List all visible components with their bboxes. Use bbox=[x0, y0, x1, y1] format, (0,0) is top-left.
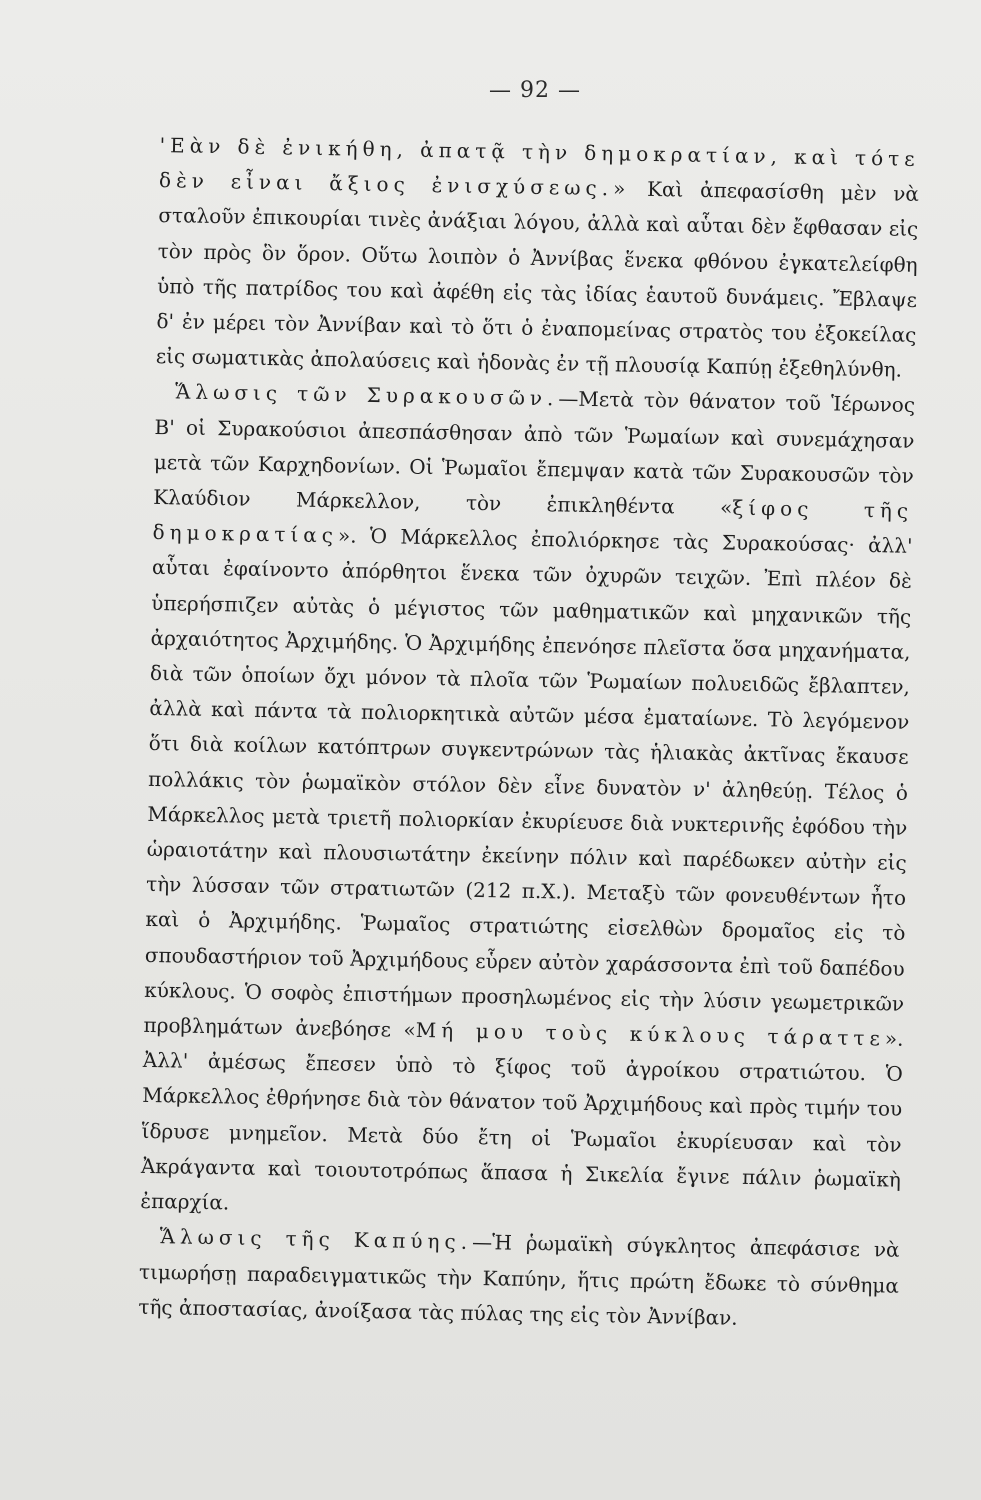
quoted-phrase: ξίφος τῆς δημοκρατίας bbox=[152, 495, 914, 548]
paragraph-body: —Μετὰ τὸν θάνατον τοῦ Ἱέρωνος Β' οἱ Συρακούσιοι ἀπεσπάσθησαν ἀπὸ τῶν Ῥωμαίων καὶ συνεμάχησαν μετὰ τῶν Καρχηδονίων. Οἱ Ῥωμαῖοι ἔπεμψαν κατὰ τῶν Συρακουσῶν τὸν Κλαύδιον Μάρκελλον, τὸν ἐπικληθέντα « bbox=[153, 386, 916, 520]
paragraph-body: ». Ὁ Μάρκελλος ἐπολιόρκησε τὰς Συρακούσας· ἀλλ' αὗται ἐφαίνοντο ἀπόρθητοι ἕνεκα τῶν ὀχυρῶν τειχῶν. Ἐπὶ πλέον δὲ ὑπερήσπιζεν αὐτὰς ὁ μέγιστος τῶν μαθηματικῶν καὶ μηχανικῶν τῆς ἀρχαιότητος Ἀρχιμήδης. Ὁ Ἀρχιμήδης ἐπενόησε πλεῖστα ὅσα μηχανήματα, διὰ τῶν ὁποίων ὄχι μόνον τὰ πλοῖα τῶν Ῥωμαίων πολυειδῶς ἔβλαπτεν, ἀλλὰ καὶ πάντα τὰ πολιορκητικὰ αὐτῶν μέσα ἐματαίωνε. Τὸ λεγόμενον ὅτι διὰ κοίλων κατόπτρων συγκεντρώνων τὰς ἡλιακὰς ἀκτῖνας ἔκαυσε πολλάκις τὸν ῥωμαϊκὸν στόλον δὲν εἶνε δυνατὸν ν' ἀληθεύῃ. Τέλος ὁ Μάρκελλος μετὰ τριετῆ πολιορκίαν ἐκυρίευσε διὰ νυκτερινῆς ἐφόδου τὴν ὡραιοτάτην καὶ πλουσιωτάτην ἐκείνην πόλιν καὶ παρέδωκεν αὐτὴν εἰς τὴν λύσσαν τῶν στρατιωτῶν (212 π.Χ.). Μεταξὺ τῶν φονευθέντων ἦτο καὶ ὁ Ἀρχιμήδης. Ῥωμαῖος στρατιώτης εἰσελθὼν δρομαῖος εἰς τὸ σπουδαστήριον τοῦ Ἀρχιμήδους εὗρεν αὐτὸν χαράσσοντα ἐπὶ τοῦ δαπέδου κύκλους. Ὁ σοφὸς ἐπιστήμων προσηλωμένος εἰς τὴν λύσιν γεωμετρικῶν προβλημάτων ἀνεβόησε « bbox=[143, 523, 913, 1042]
section-heading-capua: Ἅλωσις τῆς Καπύης. bbox=[159, 1224, 473, 1255]
body-text bbox=[138, 128, 920, 1339]
page-number: — 92 — bbox=[489, 78, 581, 103]
paragraph-body: ». Ἀλλ' ἀμέσως ἔπεσεν ὑπὸ τὸ ξίφος τοῦ ἀγροίκου στρατιώτου. Ὁ Μάρκελλος ἐθρήνησε διὰ τὸν θάνατον τοῦ Ἀρχιμήδους καὶ πρὸς τιμήν του ἵδρυσε μνημεῖον. Μετὰ δύο ἔτη οἱ Ῥωμαῖοι ἐκυρίευσαν καὶ τὸν Ἀκράγαντα καὶ τοιουτοτρόπως ἅπασα ἡ Σικελία ἔγινε πάλιν ῥωμαϊκὴ ἐπαρχία. bbox=[140, 1026, 904, 1215]
paragraph-2 bbox=[140, 374, 915, 1233]
quoted-phrase: Μή μου τοὺς κύκλους τάραττε bbox=[415, 1017, 886, 1051]
paragraph-1 bbox=[155, 128, 919, 388]
section-heading-syracuse: Ἅλωσις τῶν Συρακουσῶν. bbox=[174, 379, 559, 411]
paragraph-body: —Ἡ ῥωμαϊκὴ σύγκλητος ἀπεφάσισε νὰ τιμωρήσῃ παραδειγματικῶς τὴν Καπύην, ἥτις πρώτη ἔδωκε τὸ σύνθημα τῆς ἀποστασίας, ἀνοίξασα τὰς πύλας της εἰς τὸν Ἀννίβαν. bbox=[138, 1230, 900, 1330]
paragraph-3 bbox=[138, 1219, 900, 1339]
paragraph-body: Καὶ ἀπεφασίσθη μὲν νὰ σταλοῦν ἐπικουρίαι τινὲς ἀνάξιαι λόγου, ἀλλὰ καὶ αὗται δὲν ἔφθασαν εἰς τὸν πρὸς ὃν ὅρον. Οὕτω λοιπὸν ὁ Ἀννίβας ἕνεκα φθόνου ἐγκατελείφθη ὑπὸ τῆς πατρίδος του καὶ ἀφέθη εἰς τὰς ἰδίας ἑαυτοῦ δυνάμεις. Ἔβλαψε δ' ἐν μέρει τὸν Ἀννίβαν καὶ τὸ ὅτι ὁ ἐναπομείνας στρατὸς του ἐξοκείλας εἰς σωματικὰς ἀπολαύσεις καὶ ἡδονὰς ἐν τῇ πλουσίᾳ Καπύῃ ἐξεθηλύνθη. bbox=[155, 176, 920, 382]
quoted-phrase: 'Εὰν δὲ ἐνικήθη, ἀπατᾷ τὴν δημοκρατίαν, καὶ τότε δὲν εἶναι ἄξιος ἐνισχύσεως.» bbox=[158, 132, 920, 201]
